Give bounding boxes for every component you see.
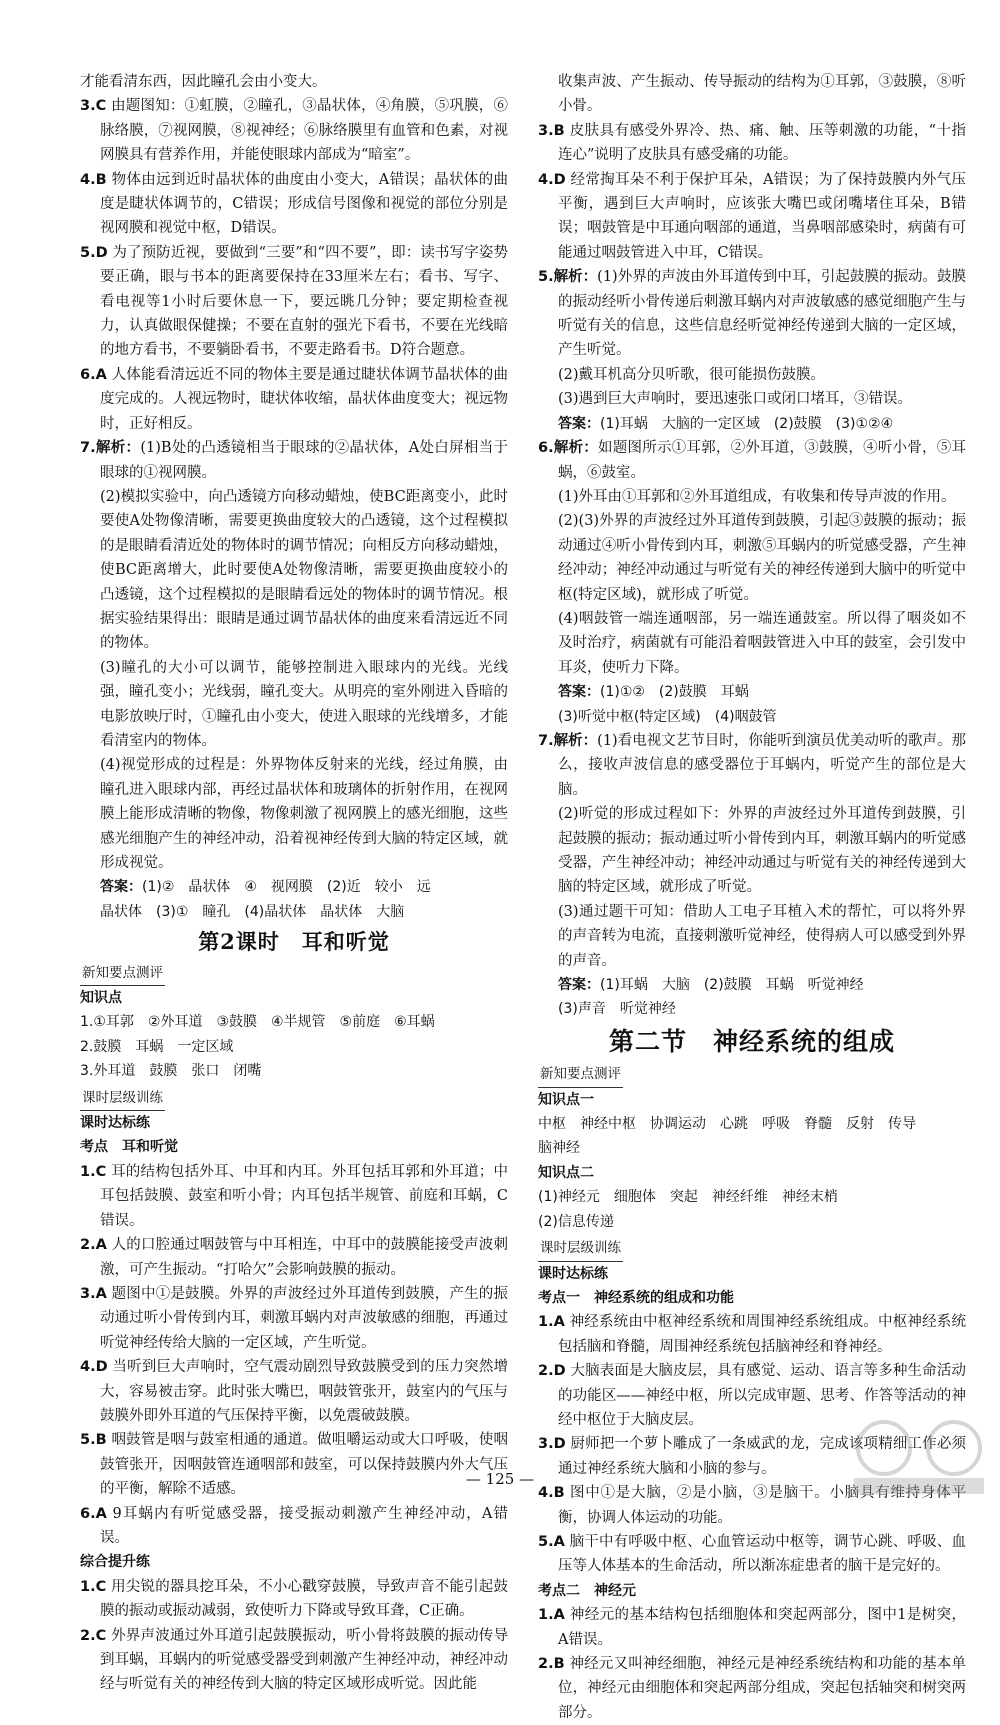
item-number: 6.A bbox=[80, 1505, 107, 1522]
item-number: 3.C bbox=[80, 98, 107, 115]
answer-item-3 bbox=[80, 94, 508, 167]
answer-line: (3)听觉中枢(特定区域) (4)咽鼓管 bbox=[558, 708, 777, 725]
item-text: 外界声波通过外耳道引起鼓膜振动，听小骨将鼓膜的振动传导到耳蜗，耳蜗内的听觉感受器受到刺激产生神经冲动，神经冲动经与听觉有关的神经传到大脑的特定区域形成听觉。因此能 bbox=[100, 1627, 508, 1693]
paragraph: (4)视觉形成的过程是：外界物体反射来的光线，经过角膜，由瞳孔进入眼球内部，再经过晶状体和玻璃体的折射作用，在视网膜上能形成清晰的物像，物像刺激了视网膜上的感光细胞，这些感光细胞产生的神经冲动，沿着视神经传到大脑的特定区域，就形成视觉。 bbox=[100, 757, 508, 871]
analysis-label: 解析： bbox=[553, 439, 599, 457]
subsection-title: 课时达标练 bbox=[538, 1265, 608, 1282]
answer-item bbox=[80, 1282, 508, 1355]
item-text: 用尖锐的器具挖耳朵，不小心戳穿鼓膜，导致声音不能引起鼓膜的振动或振动减弱，致使听力下降或导致耳聋，C正确。 bbox=[100, 1578, 508, 1620]
item-text: (1)看电视文艺节目时，你能听到演员优美动听的歌声。那么，接收声波信息的感受器位于耳蜗内，听觉产生的部位是大脑。 bbox=[558, 732, 967, 798]
answer-text: (1)② 晶状体 ④ 视网膜 (2)近 较小 远 bbox=[142, 879, 431, 896]
item-number: 7. bbox=[80, 440, 96, 457]
item-number: 6. bbox=[538, 440, 554, 457]
answer-item bbox=[80, 1428, 508, 1501]
item-number: 4.B bbox=[80, 171, 107, 188]
item-text: 当听到巨大声响时，空气震动剧烈导致鼓膜受到的压力突然增大，容易被击穿。此时张大嘴巴，咽鼓管张开，鼓室内的气压与鼓膜外即外耳道的气压保持平衡，以免震破鼓膜。 bbox=[100, 1359, 508, 1424]
item-text: 脑干中有呼吸中枢、心血管运动中枢等，调节心跳、呼吸、血压等人体基本的生命活动，所以渐冻症患者的脑干是完好的。 bbox=[558, 1533, 966, 1575]
item-number: 3.B bbox=[538, 122, 565, 139]
left-column bbox=[80, 70, 508, 1697]
item-number: 5.A bbox=[538, 1533, 565, 1550]
knowledge-point-title: 知识点一 bbox=[538, 1091, 594, 1108]
answer-item bbox=[538, 1310, 966, 1359]
item-text: 大脑表面是大脑皮层，具有感觉、运动、语言等多种生命活动的功能区——神经中枢，所以完成审题、思考、作答等活动的神经中枢位于大脑皮层。 bbox=[558, 1363, 966, 1428]
item-number: 2.C bbox=[80, 1627, 107, 1644]
answer-item bbox=[80, 1160, 508, 1233]
answer-label: 答案： bbox=[558, 977, 600, 994]
item-text: 神经系统由中枢神经系统和周围神经系统组成。中枢神经系统包括脑和脊髓，周围神经系统包括脑神经和脊神经。 bbox=[558, 1314, 966, 1355]
paragraph: (4)咽鼓管一端连通咽部，另一端连通鼓室。所以得了咽炎如不及时治疗，病菌就有可能沿着咽鼓管进入中耳的鼓室，会引发中耳炎，使听力下降。 bbox=[558, 610, 966, 676]
answer-line bbox=[538, 973, 966, 997]
item-text: 9耳蜗内有听觉感受器，接受振动刺激产生神经冲动，A错误。 bbox=[100, 1505, 508, 1546]
item-text: 厨师把一个萝卜雕成了一条威武的龙，完成该项精细工作必须通过神经系统大脑和小脑的参与。 bbox=[558, 1436, 966, 1477]
paragraph: (1)外耳由①耳郭和②外耳道组成，有收集和传导声波的作用。 bbox=[558, 488, 956, 505]
answer-item bbox=[80, 1355, 508, 1428]
paragraph: (3)瞳孔的大小可以调节，能够控制进入眼球内的光线。光线强，瞳孔变小；光线弱，瞳孔变大。从明亮的室外刚进入昏暗的电影放映厅时，①瞳孔由小变大，使进入眼球的光线增多，才能看清室内的物体。 bbox=[100, 659, 508, 749]
knowledge-line: (1)神经元 细胞体 突起 神经纤维 神经末梢 bbox=[538, 1189, 838, 1206]
answer-label: 答案： bbox=[558, 684, 600, 701]
item-text: 由题图知：①虹膜，②瞳孔，③晶状体，④角膜，⑤巩膜，⑥脉络膜，⑦视网膜，⑧视神经；⑥脉络膜里有血管和色素，对视网膜具有营养作用，并能使眼球内部成为“暗室”。 bbox=[100, 98, 508, 164]
item-number: 2.D bbox=[538, 1363, 566, 1380]
answer-item bbox=[538, 1652, 966, 1725]
answer-line bbox=[538, 680, 966, 704]
answer-label: 答案： bbox=[100, 879, 142, 896]
section-label: 新知要点测评 bbox=[538, 1062, 623, 1087]
section-label: 新知要点测评 bbox=[80, 961, 165, 986]
item-text: (1)B处的凸透镜相当于眼球的②晶状体，A处白屏相当于眼球的①视网膜。 bbox=[100, 440, 508, 481]
item-text: 神经元又叫神经细胞，神经元是神经系统结构和功能的基本单位，神经元由细胞体和突起两部分组成，突起包括轴突和树突两部分。 bbox=[558, 1656, 966, 1721]
item-number: 3.D bbox=[538, 1436, 566, 1453]
answer-text: (1)耳蜗 大脑 (2)鼓膜 耳蜗 听觉神经 bbox=[600, 977, 864, 994]
item-text: 题图中①是鼓膜。外界的声波经过外耳道传到鼓膜，产生的振动通过听小骨传到内耳，刺激耳蜗内对声波敏感的细胞，再通过听觉神经传给大脑的一定区域，产生听觉。 bbox=[100, 1285, 508, 1351]
item-number: 5. bbox=[538, 269, 554, 286]
knowledge-line: (2)信息传递 bbox=[538, 1213, 614, 1230]
item-number: 4.D bbox=[538, 171, 566, 188]
subsection-title: 综合提升练 bbox=[80, 1554, 150, 1571]
item-number: 5.D bbox=[80, 244, 108, 261]
paragraph: (3)通过题干可知：借助人工电子耳植入术的帮忙，可以将外界的声音转为电流，直接刺激听觉神经，使得病人可以感受到外界的声音。 bbox=[558, 903, 966, 969]
answer-item bbox=[80, 1624, 508, 1697]
paragraph: (2)(3)外界的声波经过外耳道传到鼓膜，引起③鼓膜的振动；振动通过④听小骨传到内耳，刺激⑤耳蜗内的听觉感受器，产生神经冲动；神经冲动通过与听觉有关的神经传递到大脑中的听觉中枢(特定区域)，就形成了听觉。 bbox=[558, 513, 966, 603]
watermark-logo bbox=[844, 1410, 994, 1500]
item-text: 咽鼓管是咽与鼓室相通的通道。做咀嚼运动或大口呼吸，使咽鼓管张开，因咽鼓管连通咽部和鼓室，可以保持鼓膜内外大气压的平衡，解除不适感。 bbox=[100, 1432, 508, 1498]
answer-item-4 bbox=[80, 168, 508, 241]
paragraph: 收集声波、产生振动、传导振动的结构为①耳郭，③鼓膜，⑧听小骨。 bbox=[558, 74, 966, 115]
knowledge-line: 1.①耳郭 ②外耳道 ③鼓膜 ④半规管 ⑤前庭 ⑥耳蜗 bbox=[80, 1014, 435, 1031]
answer-item-6 bbox=[80, 363, 508, 436]
item-number: 5.B bbox=[80, 1432, 107, 1449]
analysis-label: 解析： bbox=[553, 731, 598, 749]
item-text: 经常掏耳朵不利于保护耳朵，A错误；为了保持鼓膜内外气压平衡，遇到巨大声响时，应该张大嘴巴或闭嘴堵住耳朵，B错误；咽鼓管是中耳通向咽部的通道，当鼻咽部感染时，病菌有可能通过咽鼓管进入中耳，C错误。 bbox=[558, 171, 966, 261]
answer-label: 答案： bbox=[558, 415, 600, 432]
paragraph: 才能看清东西，因此瞳孔会由小变大。 bbox=[80, 74, 327, 90]
answer-line: 晶状体 (3)① 瞳孔 (4)晶状体 晶状体 大脑 bbox=[100, 903, 405, 920]
item-text: 神经元的基本结构包括细胞体和突起两部分，图中1是树突，A错误。 bbox=[558, 1607, 966, 1648]
item-number: 4.B bbox=[538, 1485, 565, 1502]
knowledge-point-title: 知识点二 bbox=[538, 1164, 594, 1181]
answer-item-7 bbox=[538, 729, 966, 802]
lesson-title: 第2课时 耳和听觉 bbox=[198, 929, 390, 955]
knowledge-line: 中枢 神经中枢 协调运动 心跳 呼吸 脊髓 反射 传导 bbox=[538, 1116, 916, 1133]
item-number: 1.C bbox=[80, 1578, 107, 1595]
item-text: 耳的结构包括外耳、中耳和内耳。外耳包括耳郭和外耳道；中耳包括鼓膜、鼓室和听小骨；内耳包括半规管、前庭和耳蜗，C错误。 bbox=[100, 1163, 508, 1229]
knowledge-line: 脑神经 bbox=[538, 1140, 580, 1157]
subsection-title: 课时达标练 bbox=[80, 1115, 150, 1132]
topic-title: 考点二 神经元 bbox=[538, 1582, 636, 1599]
knowledge-line: 2.鼓膜 耳蜗 一定区域 bbox=[80, 1038, 234, 1055]
answer-item-5 bbox=[538, 265, 966, 363]
item-text: 为了预防近视，要做到“三要”和“四不要”，即：读书写字姿势要正确，眼与书本的距离要保持在33厘米左右；看书、写字、看电视等1小时后要休息一下，要远眺几分钟；要定期检查视力，认真做眼保健操；不要在直射的强光下看书，不要在光线暗的地方看书，不要躺卧看书，不要走路看书。D符合题意。 bbox=[100, 244, 508, 359]
item-text: 图中①是大脑，②是小脑，③是脑干。小脑具有维持身体平衡，协调人体运动的功能。 bbox=[558, 1485, 966, 1526]
item-text: 物体由远到近时晶状体的曲度由小变大，A错误；晶状体的曲度是睫状体调节的，C错误；形成信号图像和视觉的部位分别是视网膜和视觉中枢，D错误。 bbox=[100, 171, 508, 237]
answer-text: (1)耳蜗 大脑的一定区域 (2)鼓膜 (3)①②④ bbox=[600, 415, 894, 432]
knowledge-line: 3.外耳道 鼓膜 张口 闭嘴 bbox=[80, 1063, 262, 1080]
item-number: 2.A bbox=[80, 1237, 107, 1254]
answer-line bbox=[538, 412, 966, 436]
answer-item-4 bbox=[538, 168, 966, 266]
item-number: 4.D bbox=[80, 1359, 108, 1376]
answer-item bbox=[538, 1603, 966, 1652]
page-number: — 125 — bbox=[465, 1470, 535, 1488]
answer-item-6 bbox=[538, 436, 966, 485]
item-text: (1)外界的声波由外耳道传到中耳，引起鼓膜的振动。鼓膜的振动经听小骨传递后刺激耳蜗内对声波敏感的感觉细胞产生与听觉有关的信息，这些信息经听觉神经传递到大脑的一定区域，产生听觉。 bbox=[558, 269, 967, 359]
knowledge-point-title: 知识点 bbox=[80, 990, 122, 1007]
item-number: 3.A bbox=[80, 1285, 107, 1302]
item-text: 如题图所示①耳郭，②外耳道，③鼓膜，④听小骨，⑤耳蜗，⑥鼓室。 bbox=[558, 440, 967, 481]
topic-title: 考点一 神经系统的组成和功能 bbox=[538, 1289, 734, 1306]
paragraph: (3)遇到巨大声响时，要迅速张口或闭口堵耳，③错误。 bbox=[558, 391, 913, 408]
item-text: 人的口腔通过咽鼓管与中耳相连，中耳中的鼓膜能接受声波刺激，可产生振动。“打哈欠”会影响鼓膜的振动。 bbox=[100, 1237, 508, 1278]
item-number: 2.B bbox=[538, 1656, 565, 1672]
analysis-label: 解析： bbox=[95, 439, 141, 457]
item-text: 人体能看清远近不同的物体主要是通过睫状体调节晶状体的曲度完成的。人视远物时，睫状体收缩，晶状体曲度变大；视远物时，正好相反。 bbox=[100, 366, 508, 432]
paragraph: (2)模拟实验中，向凸透镜方向移动蜡烛，使BC距离变小，此时要使A处物像清晰，需要更换曲度较大的凸透镜，这个过程模拟的是眼睛看清近处的物体时的调节情况；向相反方向移动蜡烛，使BC距离增大，此时要使A处物像清晰，需要更换曲度较小的凸透镜，这个过程模拟的是眼睛看远处的物体时的调节情况。根据实验结果得出：眼睛是通过调节晶状体的曲度来看清远近不同的物体。 bbox=[100, 488, 508, 652]
item-text: 皮肤具有感受外界冷、热、痛、触、压等刺激的功能，“十指连心”说明了皮肤具有感受痛的功能。 bbox=[558, 122, 966, 164]
answer-item-5 bbox=[80, 241, 508, 363]
answer-item-7 bbox=[80, 436, 508, 485]
answer-text: (1)①② (2)鼓膜 耳蜗 bbox=[600, 684, 749, 701]
answer-line bbox=[80, 875, 508, 899]
paragraph: (2)听觉的形成过程如下：外界的声波经过外耳道传到鼓膜，引起鼓膜的振动；振动通过听小骨传到内耳，刺激耳蜗内的听觉感受器，产生神经冲动；神经冲动通过与听觉有关的神经传递到大脑的特定区域，就形成了听觉。 bbox=[558, 806, 966, 896]
answer-item bbox=[80, 1575, 508, 1624]
item-number: 1.A bbox=[538, 1314, 565, 1331]
topic-title: 考点 耳和听觉 bbox=[80, 1139, 178, 1156]
analysis-label: 解析： bbox=[553, 268, 598, 286]
paragraph: (2)戴耳机高分贝听歌，很可能损伤鼓膜。 bbox=[558, 366, 826, 383]
section-label: 课时层级训练 bbox=[80, 1086, 165, 1111]
item-number: 6.A bbox=[80, 366, 107, 383]
answer-item bbox=[80, 1233, 508, 1282]
answer-item bbox=[538, 1530, 966, 1579]
item-number: 1.A bbox=[538, 1607, 565, 1624]
section-title: 第二节 神经系统的组成 bbox=[608, 1026, 895, 1056]
answer-item-3 bbox=[538, 119, 966, 168]
item-number: 7. bbox=[538, 732, 554, 749]
section-label: 课时层级训练 bbox=[538, 1236, 623, 1261]
item-number: 1.C bbox=[80, 1163, 107, 1180]
answer-line: (3)声音 听觉神经 bbox=[558, 1001, 676, 1018]
